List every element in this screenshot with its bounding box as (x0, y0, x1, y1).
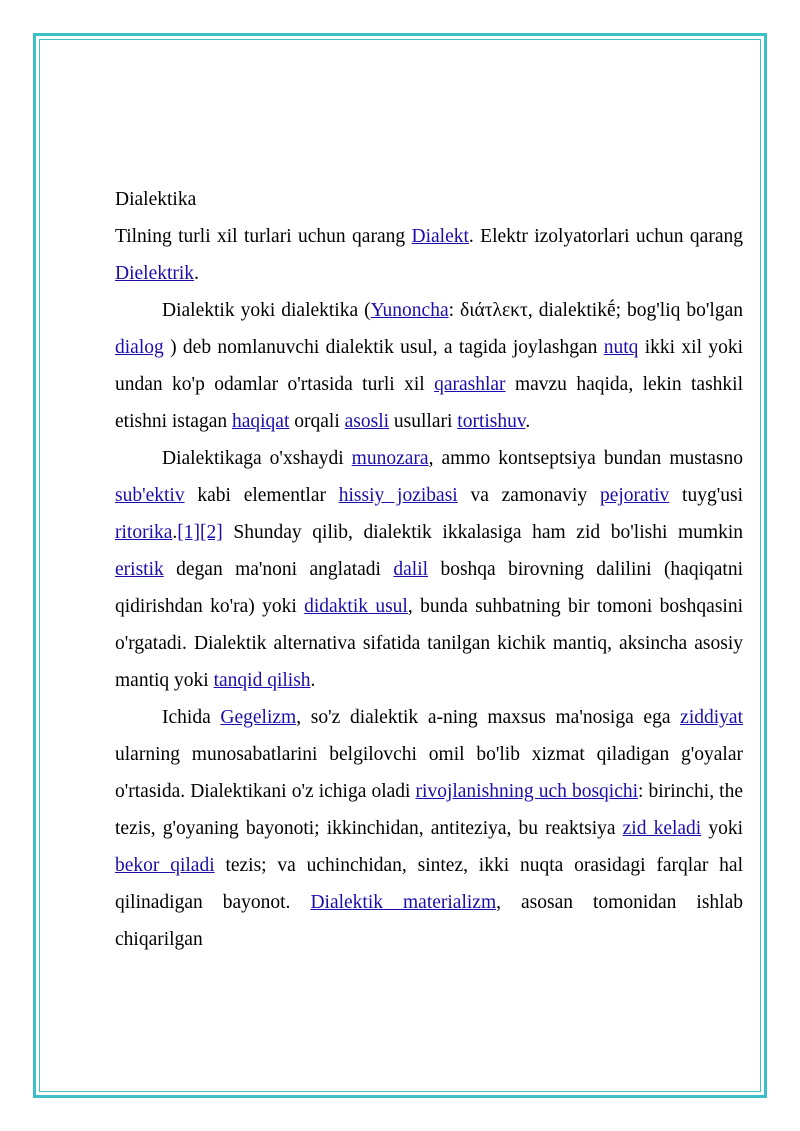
link-subektiv[interactable]: sub'ektiv (115, 485, 185, 506)
link-dialog[interactable]: dialog (115, 337, 164, 358)
link-qarashlar[interactable]: qarashlar (434, 374, 506, 395)
link-dialekt[interactable]: Dialekt (411, 226, 469, 247)
paragraph-4: Ichida Gegelizm, so'z dialektik a-ning maxsus ma'nosiga ega ziddiyat ularning munosabatlarini belgilovchi omil bo'lib xizmat qiladigan g'oyalar o'rtasida. Dialektikani o'z ichiga oladi rivojlanishning uch bosqichi: birinchi, the tezis, g'oyaning bayonoti; ikkinchidan, antiteziya, bu reaktsiya zid keladi yoki bekor qiladi tezis; va uchinchidan, sintez, ikki nuqta orasidagi farqlar hal qilinadigan bayonot. Dialektik materializm, asosan tomonidan ishlab chiqarilgan (115, 707, 744, 950)
link-zid-keladi[interactable]: zid keladi (622, 818, 702, 839)
link-pejorativ[interactable]: pejorativ (599, 485, 670, 506)
link-munozara[interactable]: munozara (351, 448, 429, 469)
link-eristik[interactable]: eristik (115, 559, 164, 580)
link-gegelizm[interactable]: Gegelizm (220, 707, 297, 728)
document-body (115, 181, 743, 958)
link-citation-2[interactable]: [2] (200, 522, 223, 543)
paragraph-1: Tilning turli xil turlari uchun qarang Dialekt. Elektr izolyatorlari uchun qarang Dielektrik. (115, 226, 743, 284)
link-rivojlanishning-uch-bosqichi[interactable]: rivojlanishning uch bosqichi (415, 781, 639, 802)
link-nutq[interactable]: nutq (603, 337, 639, 358)
link-tanqid-qilish[interactable]: tanqid qilish (213, 670, 311, 691)
paragraph-2: Dialektik yoki dialektika (Yunoncha: διάτλεκτ, dialektikḗ; bog'liq bo'lgan dialog ) deb nomlanuvchi dialektik usul, a tagida joylashgan nutq ikki xil yoki undan ko'p odamlar o'rtasida turli xil qarashlar mavzu haqida, lekin tashkil etishni istagan haqiqat orqali asosli usullari tortishuv. (115, 300, 743, 432)
link-citation-1[interactable]: [1] (177, 522, 201, 543)
link-ritorika[interactable]: ritorika (115, 522, 173, 543)
link-hissiy-jozibasi[interactable]: hissiy jozibasi (338, 485, 458, 506)
link-dalil[interactable]: dalil (393, 559, 429, 580)
link-haqiqat[interactable]: haqiqat (231, 411, 290, 432)
document-title: Dialektika (115, 189, 197, 210)
link-yunoncha[interactable]: Yunoncha (370, 300, 449, 321)
link-dielektrik[interactable]: Dielektrik (115, 263, 195, 284)
paragraph-3: Dialektikaga o'xshaydi munozara, ammo kontseptsiya bundan mustasno sub'ektiv kabi elementlar hissiy jozibasi va zamonaviy pejorativ tuyg'usi ritorika.[1][2] Shunday qilib, dialektik ikkalasiga ham zid bo'lishi mumkin eristik degan ma'noni anglatadi dalil boshqa birovning dalilini (haqiqatni qidirishdan ko'ra) yoki didaktik usul, bunda suhbatning bir tomoni boshqasini o'rgatadi. Dialektik alternativa sifatida tanilgan kichik mantiq, aksincha asosiy mantiq yoki tanqid qilish. (115, 448, 743, 691)
link-didaktik-usul[interactable]: didaktik usul (304, 596, 408, 617)
link-tortishuv[interactable]: tortishuv (457, 411, 526, 432)
link-ziddiyat[interactable]: ziddiyat (680, 707, 743, 728)
link-dialektik-materializm[interactable]: Dialektik materializm (310, 892, 497, 913)
link-bekor-qiladi[interactable]: bekor qiladi (115, 855, 215, 876)
link-asosli[interactable]: asosli (344, 411, 390, 432)
